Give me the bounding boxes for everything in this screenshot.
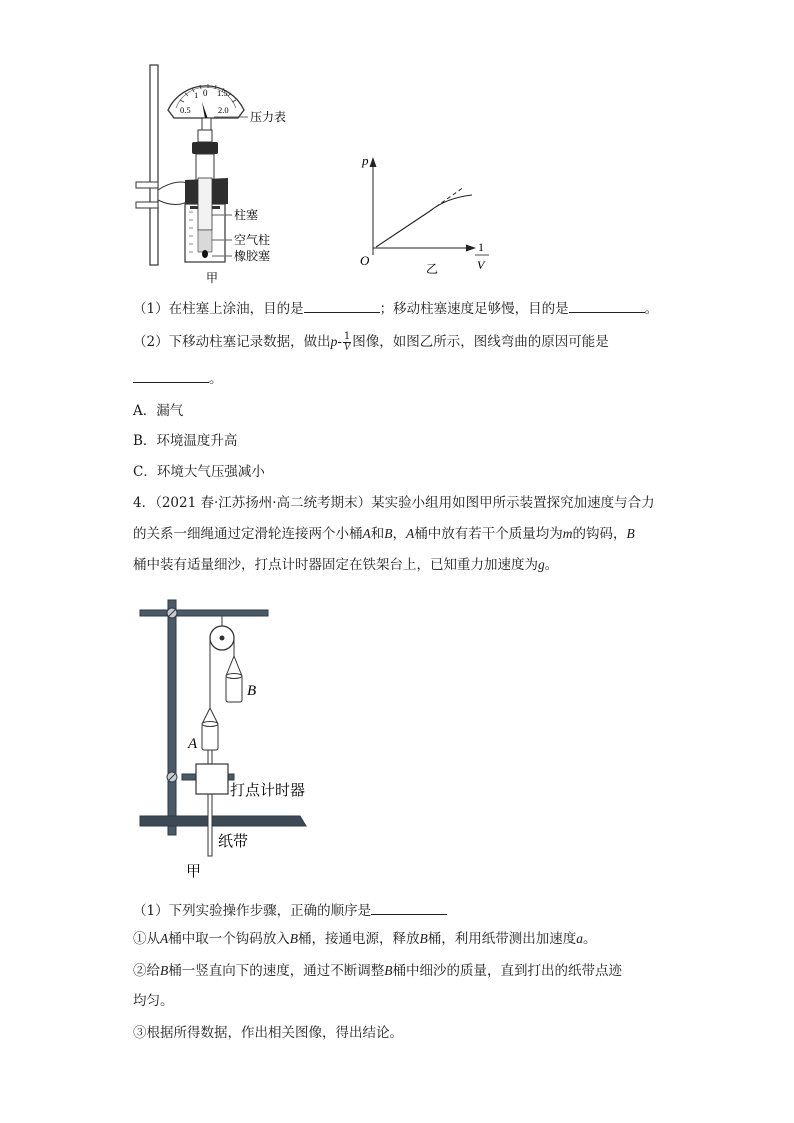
ticker-timer <box>196 764 228 794</box>
q4-step-2-cont: 均匀。 <box>133 993 174 1009</box>
x-axis-arrow-icon <box>466 245 476 252</box>
label-plunger: 柱塞 <box>234 208 259 222</box>
q3-option-b[interactable]: B．环境温度升高 <box>133 433 238 449</box>
caption-figure-b: 乙 <box>426 262 439 275</box>
q3-part1: （1）在柱塞上涂油，目的是 ；移动柱塞速度足够慢，目的是 。 <box>133 298 658 318</box>
stand-base <box>140 816 306 826</box>
caption-figure-pulley: 甲 <box>186 864 202 880</box>
label-rubber-plug: 橡胶塞 <box>234 249 271 263</box>
stand-pole <box>168 600 176 835</box>
figure-label-a: A <box>188 736 198 752</box>
label-pressure-gauge: 压力表 <box>250 110 287 124</box>
q4-step-1: ①从A桶中取一个钩码放入B桶，接通电源，释放B桶，利用纸带测出加速度a。 <box>133 931 597 947</box>
gauge-tick-1.5: 1.5 <box>217 88 228 98</box>
bucket-b <box>226 676 242 702</box>
figure-pulley-apparatus <box>130 588 360 888</box>
figure-label-b: B <box>247 683 257 699</box>
caption-figure-a: 甲 <box>206 271 219 285</box>
stand-rod <box>150 65 158 265</box>
gauge-tick-0.5: 0.5 <box>180 105 191 115</box>
graph-curve <box>376 195 472 247</box>
gauge-tick-2.0: 2.0 <box>218 105 229 115</box>
bucket-a <box>202 724 218 750</box>
q4-part1-blank[interactable] <box>371 900 447 915</box>
q3-part2-answer: 。 <box>133 368 223 388</box>
fraction-1-over-v: $\frac{1}{V}$ <box>343 331 351 353</box>
q3-option-c[interactable]: C．环境大气压强减小 <box>133 464 265 480</box>
q4-part1: （1）下列实验操作步骤，正确的顺序是 <box>133 900 447 920</box>
graph-y-label: p <box>362 153 369 168</box>
q3-part2: （2）下移动柱塞记录数据，做出p- $\frac{1}{V}$ 图像，如图乙所示，图线弯曲的原因可能是 <box>133 331 609 353</box>
q3-part1-blank-1[interactable] <box>304 298 380 313</box>
q4-line-1: 4．（2021 春·江苏扬州·高二统考期末）某实验小组用如图甲所示装置探究加速度与合力 <box>133 495 655 511</box>
figure-p-invV-graph <box>350 145 510 275</box>
q4-line-3: 桶中装有适量细沙，打点计时器固定在铁架台上，已知重力加速度为g。 <box>133 557 559 573</box>
q3-part2-blank[interactable] <box>133 368 209 383</box>
gauge-tick-0: 0 <box>203 88 208 98</box>
q4-step-2: ②给B桶一竖直向下的速度，通过不断调整B桶中细沙的质量，直到打出的纸带点迹 <box>133 963 622 979</box>
top-arm <box>140 610 268 616</box>
figure-label-timer: 打点计时器 <box>230 783 306 799</box>
q4-step-3: ③根据所得数据，作出相关图像，得出结论。 <box>133 1025 403 1041</box>
graph-x-den: V <box>477 258 485 272</box>
figure-syringe-apparatus <box>130 60 310 285</box>
q3-option-a[interactable]: A．漏气 <box>133 403 184 419</box>
q3-part1-blank-2[interactable] <box>569 298 645 313</box>
q4-line-2: 的关系一细绳通过定滑轮连接两个小桶A和B，A桶中放有若干个质量均为m的钩码，B <box>133 526 635 542</box>
gauge-tick-1: 1 <box>194 90 199 100</box>
graph-x-num: 1 <box>478 240 484 254</box>
graph-origin: O <box>360 253 370 268</box>
figure-label-tape: 纸带 <box>218 834 249 850</box>
pressure-gauge <box>168 84 244 130</box>
label-air-column: 空气柱 <box>234 233 271 247</box>
y-axis-arrow-icon <box>370 157 377 167</box>
